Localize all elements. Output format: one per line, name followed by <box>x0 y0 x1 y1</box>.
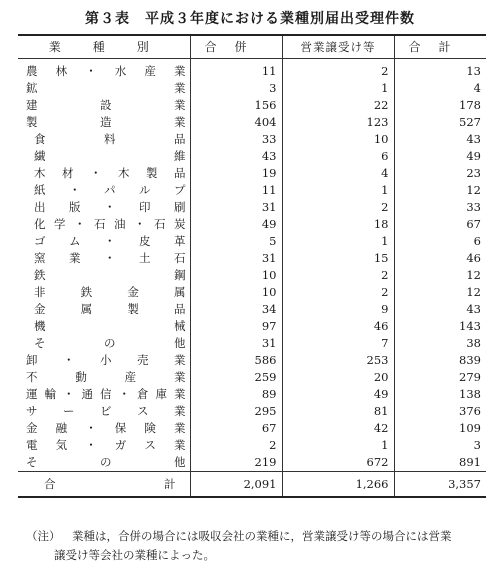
row-transfer-count: 15 <box>282 250 394 267</box>
row-transfer-count: 9 <box>282 301 394 318</box>
table-title: 第３表 平成３年度における業種別届出受理件数 <box>85 11 415 27</box>
table-row <box>18 369 486 386</box>
row-total-count: 138 <box>394 386 486 403</box>
table-row <box>18 97 486 114</box>
row-transfer-count: 6 <box>282 148 394 165</box>
row-total-count: 3 <box>394 437 486 454</box>
row-category: 紙・パルプ <box>34 183 186 197</box>
row-total-count: 12 <box>394 267 486 284</box>
row-total-count: 67 <box>394 216 486 233</box>
row-merger-count: 10 <box>190 267 282 284</box>
row-transfer-count: 1 <box>282 437 394 454</box>
row-transfer-count: 22 <box>282 97 394 114</box>
row-transfer-count: 1 <box>282 182 394 199</box>
row-merger-count: 5 <box>190 233 282 250</box>
row-transfer-count: 672 <box>282 454 394 472</box>
row-category: 木材・木製品 <box>34 166 186 180</box>
table-row <box>18 114 486 131</box>
row-category: その他 <box>26 455 186 469</box>
header-row <box>18 35 486 59</box>
row-transfer-count: 123 <box>282 114 394 131</box>
row-category: 卸・小売業 <box>26 353 186 367</box>
row-transfer-count: 18 <box>282 216 394 233</box>
table-row <box>18 420 486 437</box>
row-merger-count: 404 <box>190 114 282 131</box>
table-row <box>18 284 486 301</box>
row-merger-count: 219 <box>190 454 282 472</box>
row-merger-count: 34 <box>190 301 282 318</box>
row-total-count: 12 <box>394 182 486 199</box>
row-transfer-count: 4 <box>282 165 394 182</box>
row-merger-count: 49 <box>190 216 282 233</box>
row-category: 出版・印刷 <box>34 200 186 214</box>
row-total-count: 109 <box>394 420 486 437</box>
row-category: サービス業 <box>26 404 186 418</box>
row-transfer-count: 2 <box>282 199 394 216</box>
row-transfer-count: 20 <box>282 369 394 386</box>
row-merger-count: 33 <box>190 131 282 148</box>
row-transfer-count: 42 <box>282 420 394 437</box>
table-row <box>18 437 486 454</box>
row-total-count: 178 <box>394 97 486 114</box>
statistics-table <box>18 34 486 498</box>
row-category: 金属製品 <box>34 302 186 316</box>
row-total-count: 13 <box>394 59 486 81</box>
row-merger-count: 11 <box>190 59 282 81</box>
row-merger-count: 19 <box>190 165 282 182</box>
total-merger: 2,091 <box>190 472 282 498</box>
row-merger-count: 2 <box>190 437 282 454</box>
table-row <box>18 250 486 267</box>
row-merger-count: 89 <box>190 386 282 403</box>
row-category: 機械 <box>34 319 186 333</box>
row-total-count: 33 <box>394 199 486 216</box>
row-total-count: 49 <box>394 148 486 165</box>
row-merger-count: 295 <box>190 403 282 420</box>
row-category: 運輸・通信・倉庫業 <box>26 387 186 401</box>
total-label: 合計 <box>18 472 190 498</box>
row-category: 化学・石油・石炭 <box>34 217 186 231</box>
footnote-lead: （注） <box>26 529 61 543</box>
row-total-count: 839 <box>394 352 486 369</box>
row-merger-count: 31 <box>190 199 282 216</box>
table-row <box>18 301 486 318</box>
row-transfer-count: 10 <box>282 131 394 148</box>
row-merger-count: 586 <box>190 352 282 369</box>
row-total-count: 4 <box>394 80 486 97</box>
row-merger-count: 43 <box>190 148 282 165</box>
row-total-count: 23 <box>394 165 486 182</box>
total-transfer: 1,266 <box>282 472 394 498</box>
header-total: 合 計 <box>394 35 486 59</box>
row-category: 金融・保険業 <box>26 421 186 435</box>
row-merger-count: 10 <box>190 284 282 301</box>
table-row <box>18 267 486 284</box>
row-category: 食料品 <box>34 132 186 146</box>
row-category: 製造業 <box>26 115 186 129</box>
row-total-count: 38 <box>394 335 486 352</box>
footnote <box>26 527 490 565</box>
row-category: 建設業 <box>26 98 186 112</box>
row-category: 非鉄金属 <box>34 285 186 299</box>
row-category: 鉱業 <box>26 81 186 95</box>
row-merger-count: 67 <box>190 420 282 437</box>
total-total: 3,357 <box>394 472 486 498</box>
row-category: その他 <box>34 336 186 350</box>
row-merger-count: 3 <box>190 80 282 97</box>
row-category: 窯業・土石 <box>34 251 186 265</box>
table-row <box>18 403 486 420</box>
row-transfer-count: 2 <box>282 267 394 284</box>
table-body <box>18 59 486 472</box>
table-row <box>18 216 486 233</box>
row-category: 農林・水産業 <box>26 64 186 78</box>
row-total-count: 527 <box>394 114 486 131</box>
table-row <box>18 454 486 472</box>
row-total-count: 43 <box>394 131 486 148</box>
row-merger-count: 11 <box>190 182 282 199</box>
table-row <box>18 352 486 369</box>
row-transfer-count: 49 <box>282 386 394 403</box>
row-total-count: 43 <box>394 301 486 318</box>
row-merger-count: 31 <box>190 250 282 267</box>
row-total-count: 279 <box>394 369 486 386</box>
row-transfer-count: 2 <box>282 284 394 301</box>
table-row <box>18 182 486 199</box>
row-total-count: 6 <box>394 233 486 250</box>
table-row <box>18 335 486 352</box>
row-merger-count: 259 <box>190 369 282 386</box>
row-transfer-count: 1 <box>282 233 394 250</box>
total-row <box>18 472 486 498</box>
row-total-count: 12 <box>394 284 486 301</box>
footnote-line-1: 業種は，合併の場合には吸収会社の業種に，営業譲受け等の場合には営業 <box>72 529 452 543</box>
table-row <box>18 59 486 81</box>
row-merger-count: 97 <box>190 318 282 335</box>
row-category: 繊維 <box>34 149 186 163</box>
header-category: 業 種 別 <box>18 35 190 59</box>
row-transfer-count: 81 <box>282 403 394 420</box>
row-category: 鉄鋼 <box>34 268 186 282</box>
row-transfer-count: 46 <box>282 318 394 335</box>
row-total-count: 143 <box>394 318 486 335</box>
table-row <box>18 80 486 97</box>
table-row <box>18 318 486 335</box>
row-total-count: 376 <box>394 403 486 420</box>
table-row <box>18 165 486 182</box>
row-transfer-count: 1 <box>282 80 394 97</box>
row-total-count: 891 <box>394 454 486 472</box>
header-transfer: 営業譲受け等 <box>282 35 394 59</box>
row-transfer-count: 2 <box>282 59 394 81</box>
table-row <box>18 131 486 148</box>
footnote-line-2: 譲受け等会社の業種によった。 <box>54 548 215 562</box>
row-category: 不動産業 <box>26 370 186 384</box>
row-category: ゴム・皮革 <box>34 234 186 248</box>
table-row <box>18 386 486 403</box>
row-merger-count: 31 <box>190 335 282 352</box>
table-row <box>18 148 486 165</box>
row-total-count: 46 <box>394 250 486 267</box>
row-category: 電気・ガス業 <box>26 438 186 452</box>
table-row <box>18 233 486 250</box>
row-transfer-count: 7 <box>282 335 394 352</box>
row-merger-count: 156 <box>190 97 282 114</box>
row-transfer-count: 253 <box>282 352 394 369</box>
header-merger: 合 併 <box>190 35 282 59</box>
table-row <box>18 199 486 216</box>
